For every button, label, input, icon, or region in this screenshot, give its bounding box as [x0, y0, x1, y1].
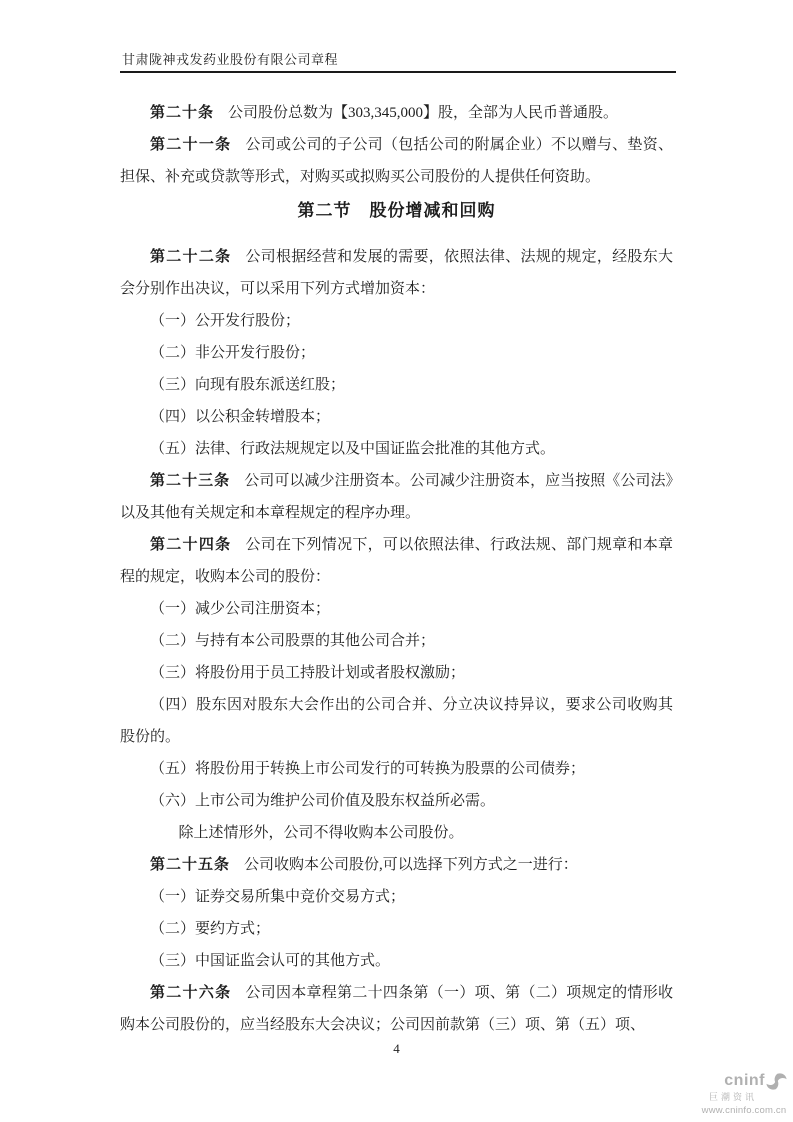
cninfo-swirl-icon — [766, 1072, 787, 1091]
para-article-24 — [120, 529, 673, 593]
article-text: 公司因本章程第二十四条第（一）项、第（二）项规定的情形收购本公司股份的，应当经股东大会决议；公司因前款第（三）项、第（五）项、 — [120, 985, 673, 1033]
list-item-text: （一）证券交易所集中竞价交易方式； — [150, 889, 406, 905]
para-article-23 — [120, 465, 673, 529]
cninfo-url: www.cninfo.com.cn — [701, 1105, 787, 1116]
article-number: 第二十条 — [150, 104, 215, 121]
list-item — [120, 337, 673, 369]
cninfo-brand-row — [699, 1071, 789, 1091]
list-item-text: （六）上市公司为维护公司价值及股东权益所必需。 — [150, 793, 496, 809]
list-item — [120, 753, 673, 785]
article-text: 公司根据经营和发展的需要，依照法律、法规的规定，经股东大会分别作出决议，可以采用下列方式增加资本： — [120, 249, 673, 297]
article-text: 公司或公司的子公司（包括公司的附属企业）不以赠与、垫资、担保、补充或贷款等形式，对购买或拟购买公司股份的人提供任何资助。 — [120, 137, 673, 185]
list-item-text: （二）与持有本公司股票的其他公司合并； — [150, 633, 436, 649]
para-article-26 — [120, 977, 673, 1041]
article-number: 第二十四条 — [150, 536, 232, 553]
list-item — [120, 785, 673, 817]
article-number: 第二十五条 — [150, 856, 231, 873]
para-article-21 — [120, 129, 673, 193]
list-item-text: （三）向现有股东派送红股； — [150, 377, 346, 393]
article-text: 公司可以减少注册资本。公司减少注册资本，应当按照《公司法》以及其他有关规定和本章程规定的程序办理。 — [120, 473, 673, 521]
list-item — [120, 305, 673, 337]
list-item-text: （二）非公开发行股份； — [150, 345, 316, 361]
cninfo-watermark — [699, 1071, 789, 1116]
para-article-25 — [120, 849, 673, 881]
list-item — [120, 369, 673, 401]
article-number: 第二十三条 — [150, 472, 231, 489]
list-item — [120, 945, 673, 977]
note-text: 除上述情形外，公司不得收购本公司股份。 — [178, 825, 464, 841]
list-item-text: （一）公开发行股份； — [150, 313, 301, 329]
article-number: 第二十六条 — [150, 984, 232, 1001]
list-item-text: （五）法律、行政法规规定以及中国证监会批准的其他方式。 — [150, 441, 556, 457]
para-article-22 — [120, 241, 673, 305]
cninfo-brand-text: cninf — [724, 1072, 765, 1089]
list-item-text: （二）要约方式； — [150, 921, 271, 937]
list-item-text: （三）将股份用于员工持股计划或者股权激励； — [150, 665, 466, 681]
article-text: 公司收购本公司股份,可以选择下列方式之一进行： — [244, 857, 578, 873]
list-item-text: （三）中国证监会认可的其他方式。 — [150, 953, 391, 969]
document-header-title: 甘肃陇神戎发药业股份有限公司章程 — [122, 52, 339, 67]
list-item-text: （四）以公积金转增股本； — [150, 409, 331, 425]
list-item-text: （一）减少公司注册资本； — [150, 601, 331, 617]
article-text: 公司股份总数为【303,345,000】股，全部为人民币普通股。 — [228, 105, 619, 121]
article-number: 第二十二条 — [150, 248, 232, 265]
list-item — [120, 433, 673, 465]
list-item — [120, 689, 673, 753]
para-article-20 — [120, 97, 673, 129]
section-heading: 第二节 股份增减和回购 — [297, 201, 496, 220]
cninfo-chinese-name: 巨潮资讯 — [708, 1092, 757, 1102]
list-item — [120, 593, 673, 625]
list-item — [120, 881, 673, 913]
page-number: 4 — [393, 1041, 400, 1056]
para-note — [120, 817, 673, 849]
list-item — [120, 401, 673, 433]
article-number: 第二十一条 — [150, 136, 232, 153]
list-item — [120, 657, 673, 689]
article-text: 公司在下列情况下，可以依照法律、行政法规、部门规章和本章程的规定，收购本公司的股份： — [120, 537, 673, 585]
header-rule — [120, 71, 676, 73]
list-item — [120, 625, 673, 657]
list-item-text: （四）股东因对股东大会作出的公司合并、分立决议持异议，要求公司收购其股份的。 — [120, 697, 673, 745]
list-item-text: （五）将股份用于转换上市公司发行的可转换为股票的公司债券； — [150, 761, 586, 777]
list-item — [120, 913, 673, 945]
document-body — [120, 97, 673, 1041]
